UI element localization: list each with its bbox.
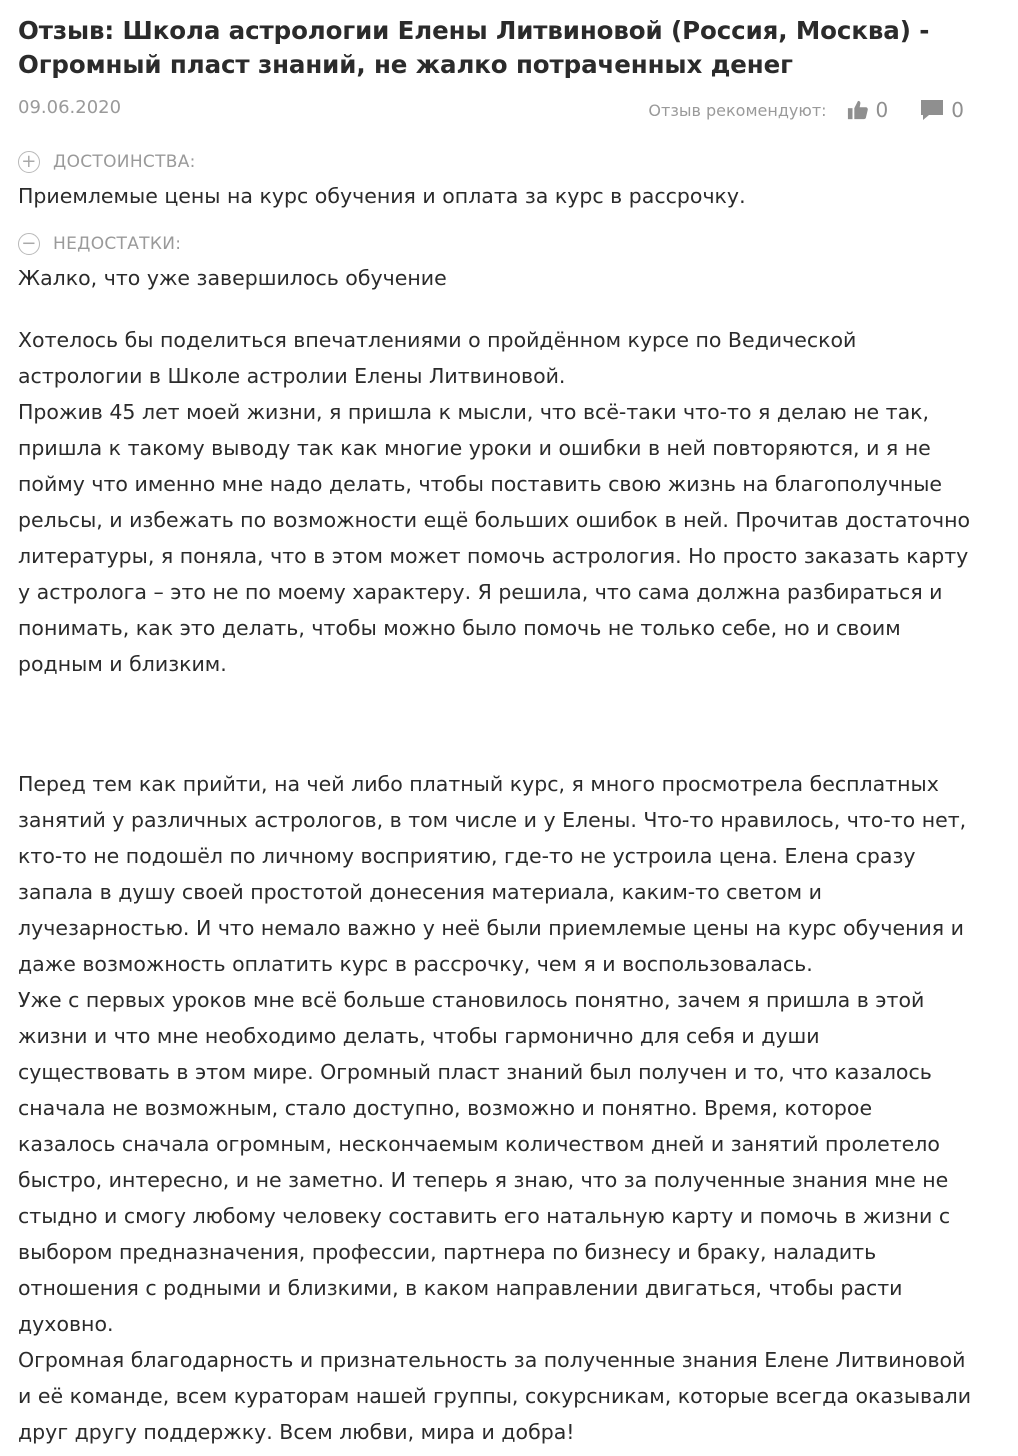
minus-icon: − <box>18 233 40 255</box>
cons-heading <box>18 233 181 255</box>
comments-button[interactable] <box>920 98 964 122</box>
pros-label: ДОСТОИНСТВА: <box>53 152 196 172</box>
comments-count: 0 <box>951 98 964 122</box>
recommend-label: Отзыв рекомендуют: <box>648 100 827 120</box>
pros-heading <box>18 151 196 173</box>
cons-text: Жалко, что уже завершилось обучение <box>18 266 447 290</box>
thumbs-up-icon <box>847 99 869 121</box>
like-button[interactable] <box>847 98 889 122</box>
review-title: Отзыв: Школа астрологии Елены Литвиновой (Россия, Москва) - Огромный пласт знаний, не жалко потраченных денег <box>18 16 930 79</box>
likes-count: 0 <box>875 98 889 122</box>
comment-icon <box>920 99 944 121</box>
review-date: 09.06.2020 <box>18 97 122 118</box>
review-body-paragraph-1: Хотелось бы поделиться впечатлениями о пройдённом курсе по Ведической астрологии в Школе астролии Елены Литвиновой. Прожив 45 лет моей жизни, я пришла к мысли, что всё-таки что-то я делаю не так, пришла к такому выводу так как многие уроки и ошибки в ней повторяются, и я не пойму что именно мне надо делать, чтобы поставить свою жизнь на благополучные рельсы, и избежать по возможности ещё больших ошибок в ней. Прочитав достаточно литературы, я поняла, что в этом может помочь астрология. Но просто заказать карту у астролога – это не по моему характеру. Я решила, что сама должна разбираться и понимать, как это делать, чтобы можно было помочь не только себе, но и своим родным и близким. <box>18 328 971 676</box>
recommend-bar <box>648 94 964 126</box>
cons-label: НЕДОСТАТКИ: <box>53 234 182 254</box>
pros-text: Приемлемые цены на курс обучения и оплата за курс в рассрочку. <box>18 184 746 208</box>
review-body-paragraph-2: Перед тем как прийти, на чей либо платный курс, я много просмотрела бесплатных занятий у различных астрологов, в том числе и у Елены. Что-то нравилось, что-то нет, кто-то не подошёл по личному восприятию, где-то не устроила цена. Елена сразу запала в душу своей простотой донесения материала, каким-то светом и лучезарностью. И что немало важно у неё были приемлемые цены на курс обучения и даже возможность оплатить курс в рассрочку, чем я и воспользовалась. Уже с первых уроков мне всё больше становилось понятно, зачем я пришла в этой жизни и что мне необходимо делать, чтобы гармонично для себя и души существовать в этом мире. Огромный пласт знаний был получен и то, что казалось сначала не возможным, стало доступно, возможно и понятно. Время, которое казалось сначала огромным, нескончаемым количеством дней и занятий пролетело быстро, интересно, и не заметно. И теперь я знаю, что за полученные знания мне не стыдно и смогу любому человеку составить его натальную карту и помочь в жизни с выбором предназначения, профессии, партнера по бизнесу и браку, наладить отношения с родными и близкими, в каком направлении двигаться, чтобы расти духовно. Огромная благодарность и признательность за полученные знания Елене Литвиновой и её команде, всем кураторам нашей группы, сокурсникам, которые всегда оказывали друг другу поддержку. Всем любви, мира и добра! <box>18 772 972 1444</box>
plus-icon: + <box>18 151 40 173</box>
